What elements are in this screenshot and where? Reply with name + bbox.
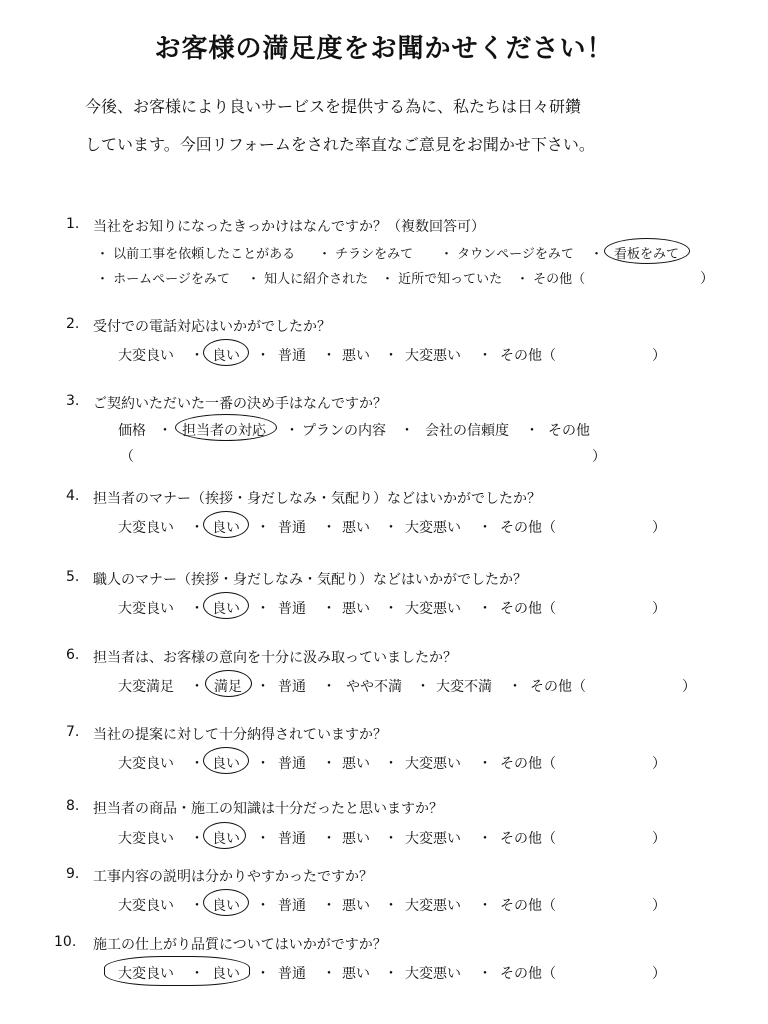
q6-other-close: ） xyxy=(682,679,696,695)
intro-line-2: しています。今回リフォームをされた率直なご意見をお聞かせ下さい。 xyxy=(85,135,595,154)
q1-selection-circle xyxy=(604,238,690,264)
question-7-text: 当社の提案に対して十分納得されていますか？ xyxy=(93,727,387,743)
q6-sep-3: ・ xyxy=(322,679,336,695)
q7-sep-1: ・ xyxy=(190,756,204,772)
q1-option-nearby[interactable]: ・ 近所で知っていた xyxy=(381,272,503,287)
q4-sep-3: ・ xyxy=(322,520,336,536)
q4-option-very-bad[interactable]: 大変悪い xyxy=(405,520,461,536)
q7-sep-2: ・ xyxy=(256,756,270,772)
question-6-number: 6. xyxy=(66,647,80,663)
q3-option-reliability[interactable]: 会社の信頼度 xyxy=(425,423,509,439)
q8-sep-1: ・ xyxy=(190,831,204,847)
q5-option-bad[interactable]: 悪い xyxy=(342,601,370,617)
q8-option-bad[interactable]: 悪い xyxy=(342,831,370,847)
q3-selection-circle xyxy=(175,414,277,441)
q10-sep-5: ・ xyxy=(478,966,492,982)
q8-option-good[interactable]: 良い xyxy=(212,831,240,847)
q10-selection-circle xyxy=(104,956,250,986)
q1-option-previous-work[interactable]: ・ 以前工事を依頼したことがある xyxy=(96,247,296,262)
q5-option-very-good[interactable]: 大変良い xyxy=(118,601,174,617)
q6-sep-4: ・ xyxy=(416,679,430,695)
q2-option-very-good[interactable]: 大変良い xyxy=(118,348,174,364)
q7-other-close: ） xyxy=(652,756,666,772)
q10-option-normal[interactable]: 普通 xyxy=(278,966,306,982)
q9-sep-4: ・ xyxy=(384,898,398,914)
question-2-number: 2. xyxy=(66,316,80,332)
q10-option-very-bad[interactable]: 大変悪い xyxy=(405,966,461,982)
question-3-number: 3. xyxy=(66,393,80,409)
q10-sep-4: ・ xyxy=(384,966,398,982)
q3-other-open: （ xyxy=(120,449,134,465)
q7-option-very-bad[interactable]: 大変悪い xyxy=(405,756,461,772)
q9-sep-1: ・ xyxy=(190,898,204,914)
q4-sep-5: ・ xyxy=(478,520,492,536)
q4-sep-4: ・ xyxy=(384,520,398,536)
q2-sep-2: ・ xyxy=(256,348,270,364)
q4-selection-circle xyxy=(203,511,249,538)
q6-option-normal[interactable]: 普通 xyxy=(278,679,306,695)
q9-sep-2: ・ xyxy=(256,898,270,914)
q8-option-very-bad[interactable]: 大変悪い xyxy=(405,831,461,847)
q2-other-close: ） xyxy=(652,348,666,364)
intro-line-1: 今後、お客様により良いサービスを提供する為に、私たちは日々研鑽 xyxy=(85,97,582,116)
q10-sep-2: ・ xyxy=(256,966,270,982)
q10-option-bad[interactable]: 悪い xyxy=(342,966,370,982)
q1-option-signboard[interactable]: 看板をみて xyxy=(614,247,680,262)
q5-sep-3: ・ xyxy=(322,601,336,617)
q9-selection-circle xyxy=(203,889,249,916)
q3-sep-1: ・ xyxy=(158,423,172,439)
q5-option-normal[interactable]: 普通 xyxy=(278,601,306,617)
q9-option-very-good[interactable]: 大変良い xyxy=(118,898,174,914)
q2-option-normal[interactable]: 普通 xyxy=(278,348,306,364)
q2-option-very-bad[interactable]: 大変悪い xyxy=(405,348,461,364)
question-6-text: 担当者は、お客様の意向を十分に汲み取っていましたか？ xyxy=(93,650,457,666)
q2-option-bad[interactable]: 悪い xyxy=(342,348,370,364)
q5-sep-4: ・ xyxy=(384,601,398,617)
question-2-text: 受付での電話対応はいかがでしたか？ xyxy=(93,319,331,335)
q5-option-good[interactable]: 良い xyxy=(212,601,240,617)
q5-sep-1: ・ xyxy=(190,601,204,617)
q6-option-somewhat-dissatisfied[interactable]: やや不満 xyxy=(346,679,402,695)
q3-sep-4: ・ xyxy=(525,423,539,439)
q1-option-homepage[interactable]: ・ ホームページをみて xyxy=(96,272,230,287)
q1-separator: ・ xyxy=(590,247,604,262)
q4-sep-2: ・ xyxy=(256,520,270,536)
question-4-text: 担当者のマナー（挨拶・身だしなみ・気配り）などはいかがでしたか？ xyxy=(93,491,541,507)
question-8-text: 担当者の商品・施工の知識は十分だったと思いますか？ xyxy=(93,801,443,817)
q9-option-very-bad[interactable]: 大変悪い xyxy=(405,898,461,914)
q7-option-normal[interactable]: 普通 xyxy=(278,756,306,772)
q7-selection-circle xyxy=(203,747,249,774)
q8-option-very-good[interactable]: 大変良い xyxy=(118,831,174,847)
q3-sep-2: ・ xyxy=(285,423,299,439)
q6-option-very-satisfied[interactable]: 大変満足 xyxy=(118,679,174,695)
q10-other-close: ） xyxy=(652,966,666,982)
q6-selection-circle xyxy=(205,670,252,697)
q2-sep-1: ・ xyxy=(190,348,204,364)
q9-option-normal[interactable]: 普通 xyxy=(278,898,306,914)
q3-option-staff-response[interactable]: 担当者の対応 xyxy=(182,423,266,439)
q8-sep-2: ・ xyxy=(256,831,270,847)
q8-selection-circle xyxy=(203,822,246,849)
q6-sep-2: ・ xyxy=(256,679,270,695)
q7-sep-5: ・ xyxy=(478,756,492,772)
q5-sep-2: ・ xyxy=(256,601,270,617)
q9-sep-5: ・ xyxy=(478,898,492,914)
q8-sep-4: ・ xyxy=(384,831,398,847)
q8-other-close: ） xyxy=(652,831,666,847)
q5-option-very-bad[interactable]: 大変悪い xyxy=(405,601,461,617)
q6-sep-1: ・ xyxy=(190,679,204,695)
q7-option-very-good[interactable]: 大変良い xyxy=(118,756,174,772)
q7-sep-3: ・ xyxy=(322,756,336,772)
q4-option-bad[interactable]: 悪い xyxy=(342,520,370,536)
question-8-number: 8. xyxy=(66,798,80,814)
q1-option-flyer[interactable]: ・ チラシをみて xyxy=(318,247,414,262)
q2-sep-3: ・ xyxy=(322,348,336,364)
q8-option-other[interactable]: その他（ xyxy=(500,831,556,847)
q6-option-other[interactable]: その他（ xyxy=(530,679,586,695)
q1-option-town-page[interactable]: ・ タウンページをみて xyxy=(440,247,574,262)
q8-sep-5: ・ xyxy=(478,831,492,847)
q4-option-other[interactable]: その他（ xyxy=(500,520,556,536)
q3-option-other[interactable]: その他 xyxy=(548,423,590,439)
q10-option-good[interactable]: 良い xyxy=(212,966,240,982)
q4-option-very-good[interactable]: 大変良い xyxy=(118,520,174,536)
q6-sep-5: ・ xyxy=(508,679,522,695)
q7-sep-4: ・ xyxy=(384,756,398,772)
q5-other-close: ） xyxy=(652,601,666,617)
question-7-number: 7. xyxy=(66,724,80,740)
question-10-text: 施工の仕上がり品質についてはいかがですか？ xyxy=(93,937,387,953)
q9-other-close: ） xyxy=(652,898,666,914)
q8-sep-3: ・ xyxy=(322,831,336,847)
q9-option-other[interactable]: その他（ xyxy=(500,898,556,914)
question-5-number: 5. xyxy=(66,569,80,585)
q7-option-bad[interactable]: 悪い xyxy=(342,756,370,772)
page-title: お客様の満足度をお聞かせください！ xyxy=(154,34,614,64)
q4-option-good[interactable]: 良い xyxy=(212,520,240,536)
q1-option-referral[interactable]: ・ 知人に紹介された xyxy=(247,272,369,287)
q5-option-other[interactable]: その他（ xyxy=(500,601,556,617)
question-4-number: 4. xyxy=(66,488,80,504)
q2-selection-circle xyxy=(203,339,249,366)
q3-sep-3: ・ xyxy=(400,423,414,439)
q9-option-bad[interactable]: 悪い xyxy=(342,898,370,914)
q3-other-close: ） xyxy=(592,449,606,465)
q4-sep-1: ・ xyxy=(190,520,204,536)
q1-other-close: ） xyxy=(700,271,714,287)
question-3-text: ご契約いただいた一番の決め手はなんですか？ xyxy=(93,396,387,412)
q5-sep-5: ・ xyxy=(478,601,492,617)
q10-sep-1: ・ xyxy=(190,966,204,982)
q4-other-close: ） xyxy=(652,520,666,536)
q10-option-other[interactable]: その他（ xyxy=(500,966,556,982)
question-9-text: 工事内容の説明は分かりやすかったですか？ xyxy=(93,869,373,885)
question-10-number: 10. xyxy=(54,934,77,950)
q8-option-normal[interactable]: 普通 xyxy=(278,831,306,847)
q1-option-other[interactable]: ・ その他（ xyxy=(516,272,586,287)
question-1-number: 1. xyxy=(66,216,80,232)
q2-option-other[interactable]: その他（ xyxy=(500,348,556,364)
q3-option-price[interactable]: 価格 xyxy=(118,423,146,439)
question-1-text: 当社をお知りになったきっかけはなんですか？（複数回答可） xyxy=(93,219,485,235)
q2-sep-5: ・ xyxy=(478,348,492,364)
q9-sep-3: ・ xyxy=(322,898,336,914)
question-5-text: 職人のマナー（挨拶・身だしなみ・気配り）などはいかがでしたか？ xyxy=(93,572,527,588)
q10-option-very-good[interactable]: 大変良い xyxy=(118,966,174,982)
q10-sep-3: ・ xyxy=(322,966,336,982)
q7-option-good[interactable]: 良い xyxy=(212,756,240,772)
q6-option-satisfied[interactable]: 満足 xyxy=(214,679,242,695)
q5-selection-circle xyxy=(203,592,249,619)
q3-option-plan[interactable]: プランの内容 xyxy=(302,423,386,439)
q9-option-good[interactable]: 良い xyxy=(212,898,240,914)
q4-option-normal[interactable]: 普通 xyxy=(278,520,306,536)
q6-option-very-dissatisfied[interactable]: 大変不満 xyxy=(436,679,492,695)
q2-option-good[interactable]: 良い xyxy=(212,348,240,364)
q7-option-other[interactable]: その他（ xyxy=(500,756,556,772)
question-9-number: 9. xyxy=(66,866,80,882)
q2-sep-4: ・ xyxy=(384,348,398,364)
